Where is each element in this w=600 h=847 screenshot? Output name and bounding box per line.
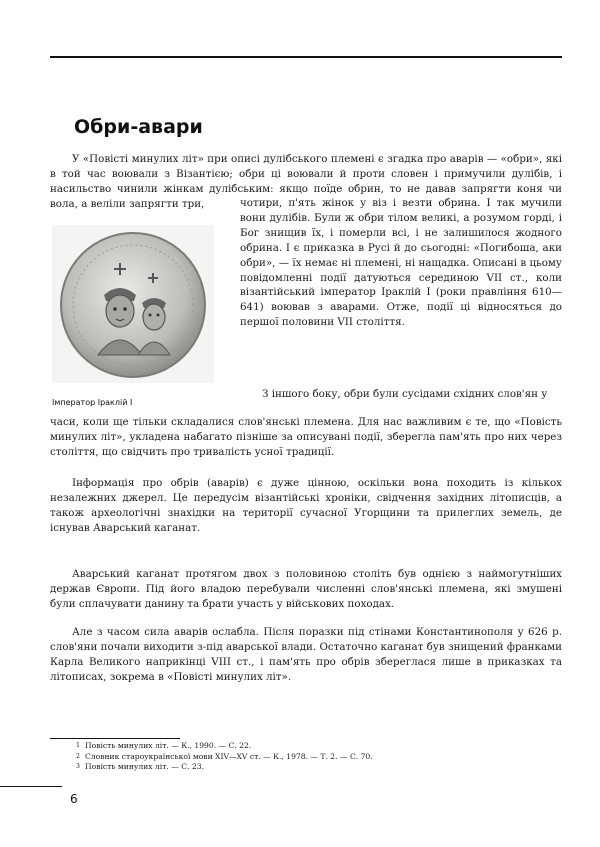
footnote-text: Повість минулих літ. — К., 1990. — С. 22. [85, 741, 252, 750]
page-number: 6 [70, 792, 78, 806]
section-heading: Обри-авари [74, 116, 203, 138]
footnote [76, 762, 496, 773]
figure-caption: Імператор Іраклій І [52, 398, 133, 407]
paragraph-sources: Інформація про обрів (аварів) є дуже цінною, оскільки вона походить із кількох незалежних джерел. Це передусім візантійські хроніки, свідчення західних літописців, а також археологічні знахідки на території сучасної Угорщини та прилеглих земель, де існував Аварський каганат. [50, 477, 562, 534]
coin-illustration [52, 225, 214, 383]
paragraph-decline: Але з часом сила аварів ослабла. Після поразки під стінами Константинополя у 626 р. слов'яни почали виходити з-під аварської влади. Остаточно каганат був знищений франками Карла Великого наприкінці VIII ст., і пам'ять про обрів збереглася лише в приказках та літописах, зокрема в «Повісті минулих літ». [50, 626, 562, 683]
coin-image [52, 225, 214, 383]
footnote [76, 752, 496, 763]
footnote [76, 741, 496, 752]
paragraph-intro: У «Повісті минулих літ» при описі дулібського племені є згадка про аварів — «обри», які в той час воювали з Візантією; обри ці воювали й проти словен і примучили дулібів, і насильство чинили жінкам дулібським: якщо поїде обрин, то не давав запрягти коня чи вола, а веліли запрягти три, [50, 153, 562, 210]
paragraph-beside-figure: чотири, п'ять жінок у віз і везти обрина. І так мучили вони дулібів. Були ж обри тілом великі, а розумом горді, і Бог знищив їх, і померли всі, і не залишилося жодного обрина. І є приказка в Русі й до сьогодні: «Погибоша, аки обри», — їх немає ні племені, ні нащадка. Описані в цьому повідомленні події датуються серединою VII ст., коли візантійський імператор Іраклій І (роки правління 610—641) воював з аварами. Отже, події ці відносяться до першої половини VII століття. [240, 197, 562, 329]
footnote-number: 2 [76, 752, 80, 760]
footnote-text: Повість минулих літ. — С. 23. [85, 762, 204, 771]
footnote-number: 1 [76, 742, 80, 749]
footnote-number: 3 [76, 763, 80, 770]
footnote-text: Словник староукраїнської мови XIV—XV ст. — К., 1978. — Т. 2. — С. 70. [85, 751, 373, 761]
paragraph-continued-full: часи, коли ще тільки складалися слов'янські племена. Для нас важливим є те, що «Повість минулих літ», укладена набагато пізніше за описувані події, зберегла пам'ять про них через століття, що свідчить про тривалість усної традиції. [50, 416, 562, 458]
footnotes-list [76, 741, 496, 773]
footer-rule [0, 786, 62, 787]
paragraph-khaganate: Аварський каганат протягом двох з половиною століть був однією з наймогутніших держав Європи. Під його владою перебували численні слов'янські племена, які змушені були сплачувати данину та брати участь у військових походах. [50, 568, 562, 610]
paragraph-continued: З іншого боку, обри були сусідами східних слов'ян у [262, 388, 548, 400]
header-rule [50, 56, 562, 58]
footnote-rule [50, 738, 180, 739]
